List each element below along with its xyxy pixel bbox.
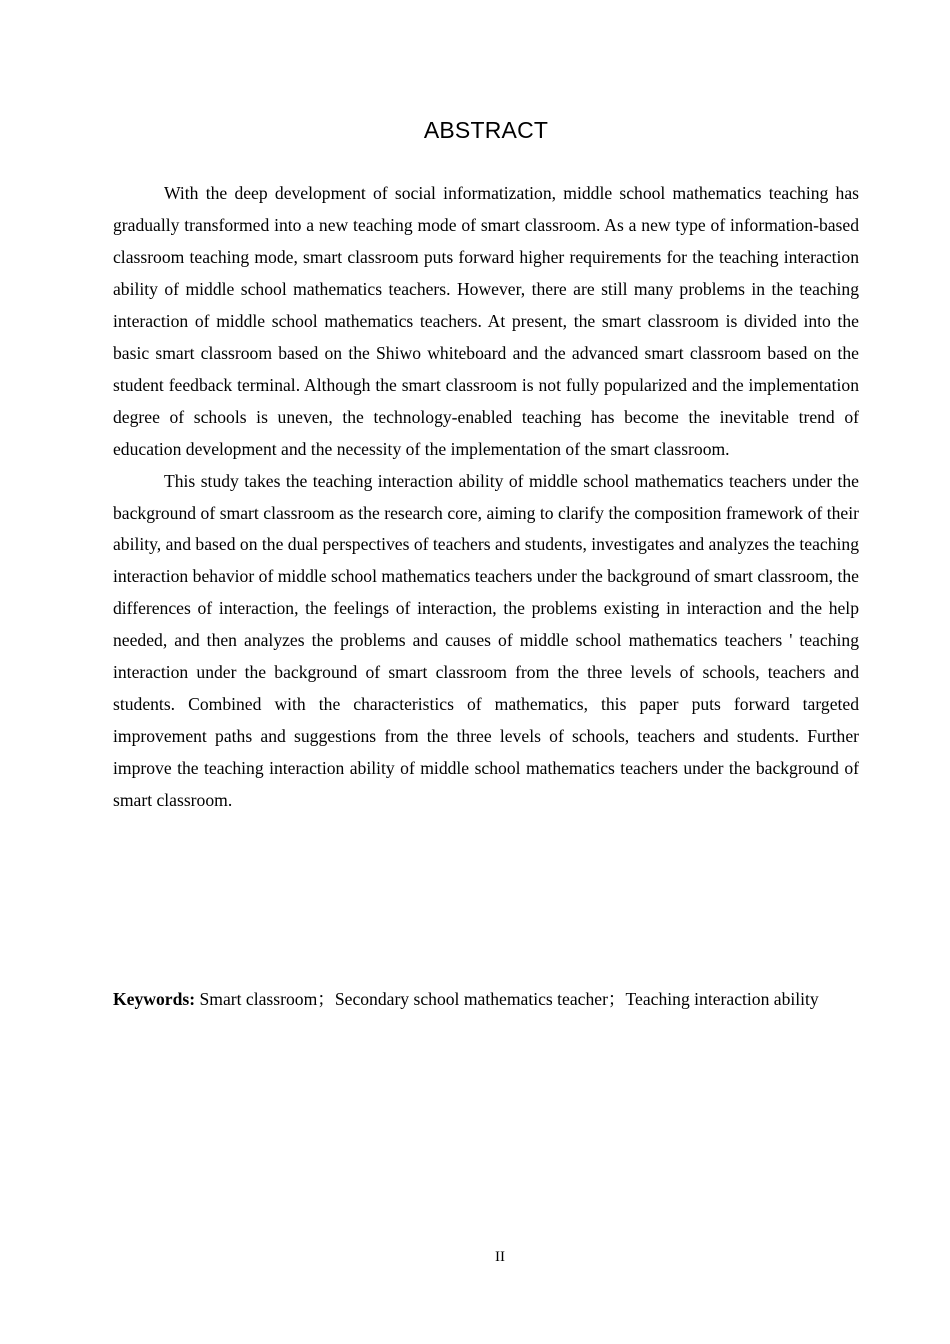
keywords-text: Smart classroom；Secondary school mathematics teacher；Teaching interaction ability	[195, 989, 819, 1009]
abstract-body	[113, 178, 859, 817]
abstract-title: ABSTRACT	[423, 117, 549, 143]
abstract-paragraph-2: This study takes the teaching interaction ability of middle school mathematics teachers under the background of smart classroom as the research core, aiming to clarify the composition framework of their ability, and based on the dual perspectives of teachers and students, investigates and analyzes the teaching interaction behavior of middle school mathematics teachers under the background of smart classroom, the differences of interaction, the feelings of interaction, the problems existing in interaction and the help needed, and then analyzes the problems and causes of middle school mathematics teachers ' teaching interaction under the background of smart classroom from the three levels of schools, teachers and students. Combined with the characteristics of mathematics, this paper puts forward targeted improvement paths and suggestions from the three levels of schools, teachers and students. Further improve the teaching interaction ability of middle school mathematics teachers under the background of smart classroom.	[113, 470, 859, 811]
abstract-paragraph-1: With the deep development of social informatization, middle school mathematics teaching has gradually transformed into a new teaching mode of smart classroom. As a new type of information-based classroom teaching mode, smart classroom puts forward higher requirements for the teaching interaction ability of middle school mathematics teachers. However, there are still many problems in the teaching interaction of middle school mathematics teachers. At present, the smart classroom is divided into the basic smart classroom based on the Shiwo whiteboard and the advanced smart classroom based on the student feedback terminal. Although the smart classroom is not fully popularized and the implementation degree of schools is uneven, the technology-enabled teaching has become the inevitable trend of education development and the necessity of the implementation of the smart classroom.	[113, 183, 859, 459]
keywords-label: Keywords:	[113, 989, 196, 1009]
keywords-section	[113, 982, 859, 1017]
page-number: II	[495, 1249, 505, 1265]
